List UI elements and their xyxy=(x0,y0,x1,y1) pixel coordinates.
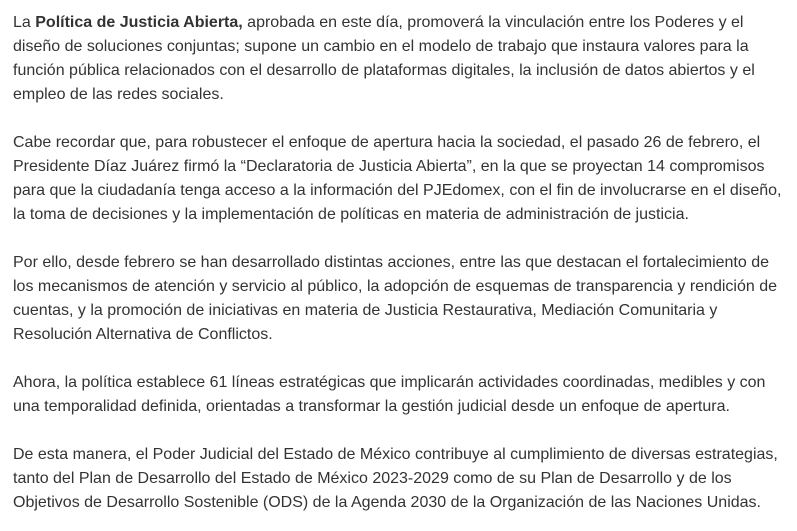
paragraph-declaratoria: Cabe recordar que, para robustecer el enfoque de apertura hacia la sociedad, el pasado 26 de febrero, el Presidente Díaz Juárez firmó la “Declaratoria de Justicia Abierta”, en la que se proyectan 14 compromisos para que la ciudadanía tenga acceso a la información del PJEdomex, con el fin de involucrarse en el diseño, la toma de decisiones y la implementación de políticas en materia de administración de justicia. xyxy=(13,134,782,223)
paragraph-acciones: Por ello, desde febrero se han desarrollado distintas acciones, entre las que destacan el fortalecimiento de los mecanismos de atención y servicio al público, la adopción de esquemas de transparencia y rendición de cuentas, y la promoción de iniciativas en materia de Justicia Restaurativa, Mediación Comunitaria y Resolución Alternativa de Conflictos. xyxy=(13,254,777,343)
paragraph-text: aprobada en este día, promoverá la vinculación entre los Poderes y el diseño de soluciones conjuntas; supone un cambio en el modelo de trabajo que instaura valores para la función pública relacionados con el desarrollo de plataformas digitales, la inclusión de datos abiertos y el empleo de las redes sociales. xyxy=(13,14,755,103)
paragraph-lineas-estrategicas: Ahora, la política establece 61 líneas estratégicas que implicarán actividades coordinadas, medibles y con una temporalidad definida, orientadas a transformar la gestión judicial desde un enfoque de apertura. xyxy=(13,374,766,415)
paragraph-contribucion: De esta manera, el Poder Judicial del Estado de México contribuye al cumplimiento de diversas estrategias, tanto del Plan de Desarrollo del Estado de México 2023-2029 como de su Plan de Desarrollo y de los Objetivos de Desarrollo Sostenible (ODS) de la Agenda 2030 de la Organización de las Naciones Unidas. xyxy=(13,446,778,511)
paragraph-politica-justicia-abierta xyxy=(13,11,783,107)
policy-name-bold: Política de Justicia Abierta, xyxy=(35,14,243,31)
paragraph-prefix: La xyxy=(13,14,36,31)
